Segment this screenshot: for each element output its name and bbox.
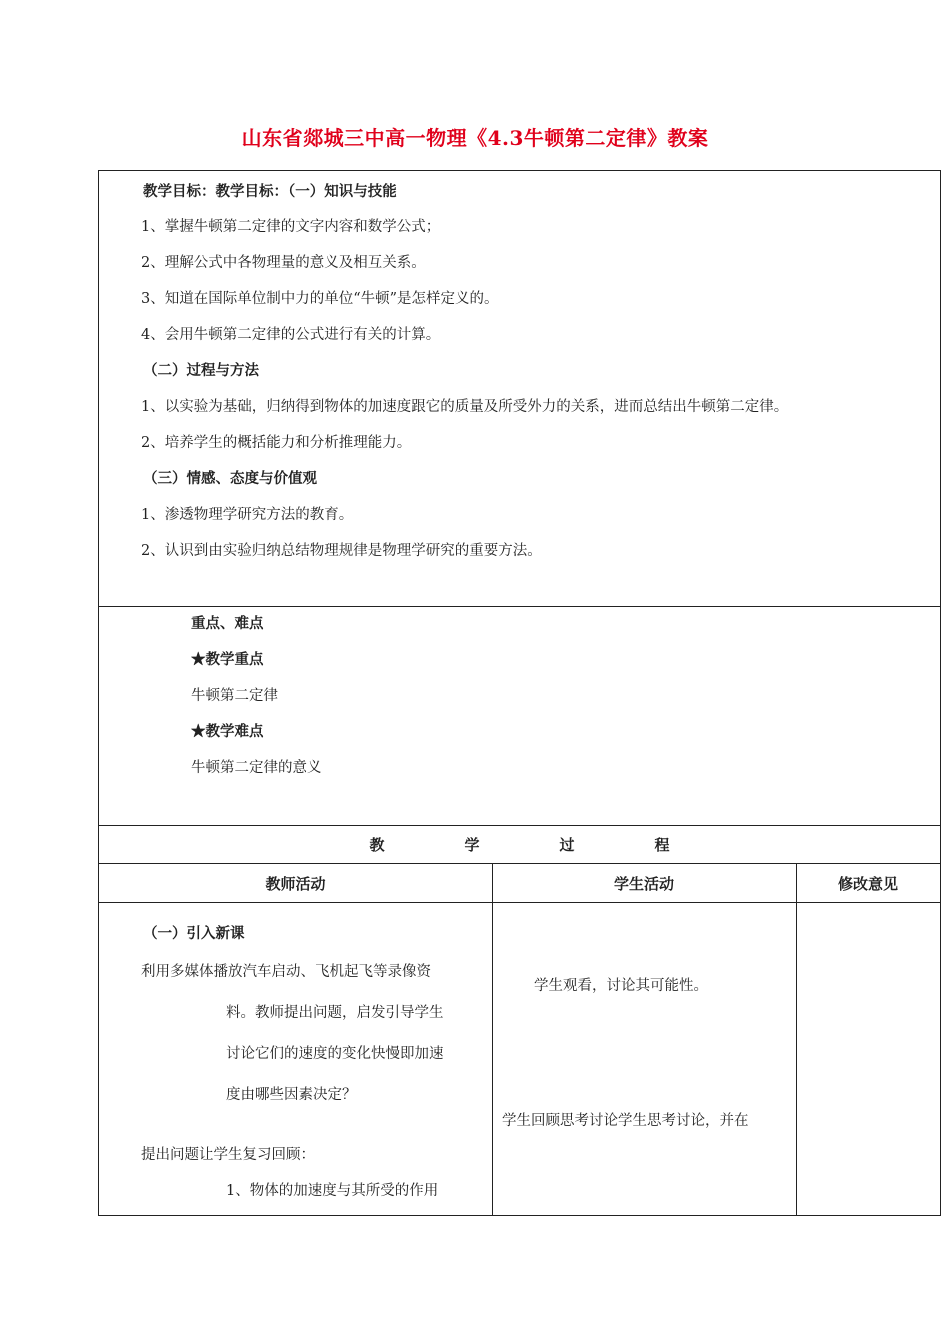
teacher-line: 度由哪些因素决定？ xyxy=(226,1087,357,1103)
student-column-header: 学生活动 xyxy=(613,874,674,893)
knowledge-item: 1、掌握牛顿第二定律的文字内容和数学公式； xyxy=(141,219,441,235)
teacher-line: 料。教师提出问题，启发引导学生 xyxy=(226,1005,444,1021)
student-line: 学生观看，讨论其可能性。 xyxy=(534,978,708,994)
difficulty-heading: ★教学难点 xyxy=(191,723,264,740)
student-line: 学生回顾思考讨论学生思考讨论，并在 xyxy=(502,1113,749,1129)
knowledge-item: 2、理解公式中各物理量的意义及相互关系。 xyxy=(141,255,426,271)
knowledge-item: 4、会用牛顿第二定律的公式进行有关的计算。 xyxy=(141,327,441,343)
teacher-line: 1、物体的加速度与其所受的作用 xyxy=(226,1183,439,1199)
teacher-column-header: 教师活动 xyxy=(265,874,326,893)
knowledge-item: 3、知道在国际单位制中力的单位“牛顿”是怎样定义的。 xyxy=(141,291,499,307)
teacher-line: 讨论它们的速度的变化快慢即加速 xyxy=(226,1046,444,1062)
column-header-row xyxy=(98,863,941,903)
process-item: 2、培养学生的概括能力和分析推理能力。 xyxy=(141,435,412,451)
emotion-heading: （三）情感、态度与价值观 xyxy=(143,470,317,487)
teacher-line: 提出问题让学生复习回顾： xyxy=(141,1147,315,1163)
emotion-item: 2、认识到由实验归纳总结物理规律是物理学研究的重要方法。 xyxy=(141,543,542,559)
key-points-heading: 重点、难点 xyxy=(191,615,264,632)
objectives-heading: 教学目标：教学目标：（一）知识与技能 xyxy=(143,183,397,200)
key-points-section xyxy=(98,606,941,826)
focus-heading: ★教学重点 xyxy=(191,651,264,668)
activity-row xyxy=(98,902,941,1216)
objectives-section xyxy=(98,170,941,607)
process-item: 1、以实验为基础，归纳得到物体的加速度跟它的质量及所受外力的关系，进而总结出牛顿第二定律。 xyxy=(141,399,789,415)
teacher-line: 利用多媒体播放汽车启动、飞机起飞等录像资 xyxy=(141,964,431,980)
emotion-item: 1、渗透物理学研究方法的教育。 xyxy=(141,507,354,523)
process-heading: （二）过程与方法 xyxy=(143,362,259,379)
process-title-row xyxy=(98,825,941,864)
focus-text: 牛顿第二定律 xyxy=(191,688,278,704)
difficulty-text: 牛顿第二定律的意义 xyxy=(191,760,322,776)
intro-heading: （一）引入新课 xyxy=(143,925,245,942)
revise-column-header: 修改意见 xyxy=(837,874,898,893)
process-title: 教 学 过 程 xyxy=(369,835,670,854)
document-title: 山东省郯城三中高一物理《4.3牛顿第二定律》教案 xyxy=(241,126,709,150)
